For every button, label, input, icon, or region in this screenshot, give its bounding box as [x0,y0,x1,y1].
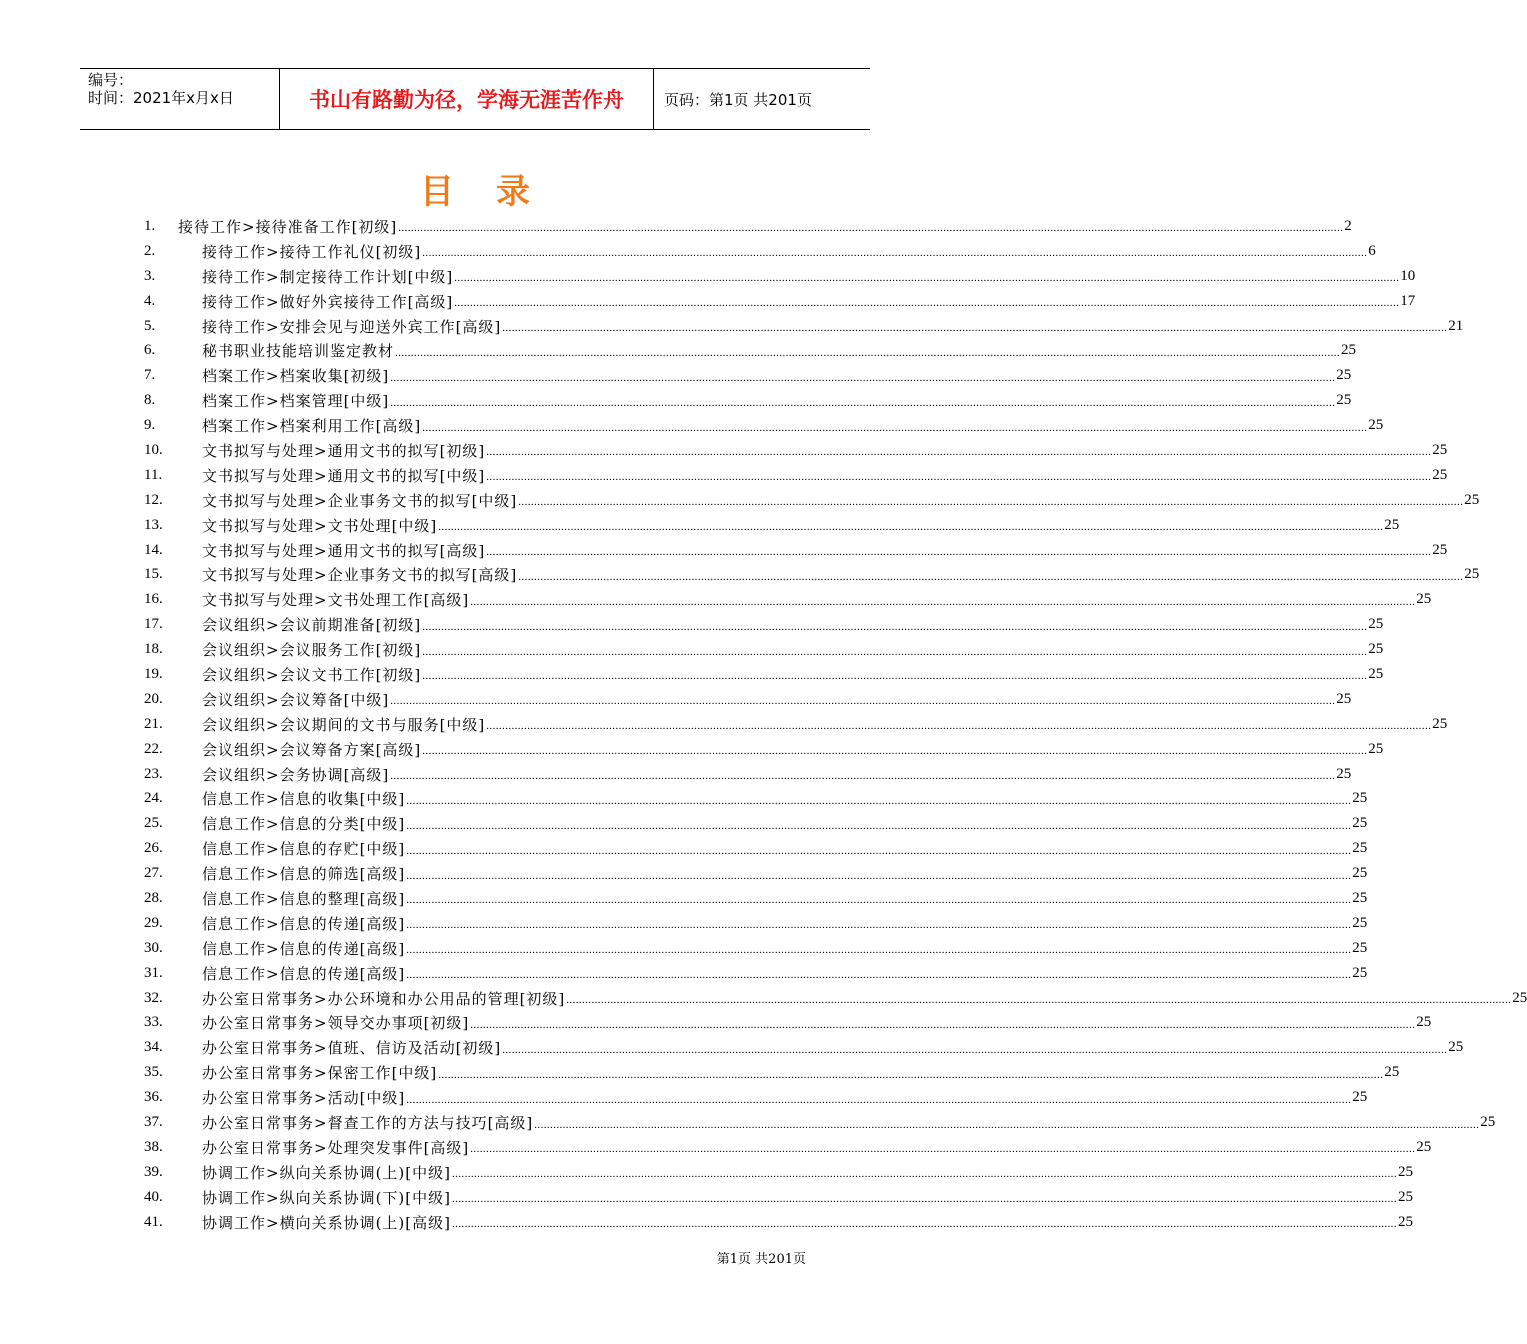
toc-entry-page: 25 [1432,441,1448,458]
toc-entry-page: 25 [1352,889,1368,906]
toc-entry-page: 21 [1448,317,1464,334]
toc-entry[interactable] [144,786,1368,811]
toc-dot-leader: ............................................................................................................................................................................................................................................................................................................ [486,546,1432,559]
toc-entry-title: 文书拟写与处理>通用文书的拟写[初级] [202,441,486,460]
toc-entry-number: 15. [144,566,163,583]
toc-entry-page: 25 [1336,765,1352,782]
toc-entry-number: 32. [144,989,163,1006]
toc-entry-title: 协调工作>横向关系协调(上)[高级] [202,1213,451,1232]
toc-dot-leader: ............................................................................................................................................................................................................................................................................................................ [566,994,1512,1007]
toc-entry-number: 25. [144,815,163,832]
toc-entry-title: 会议组织>会务协调[高级] [202,765,390,784]
toc-entry-number: 39. [144,1163,163,1180]
toc-entry-number: 21. [144,715,163,732]
toc-entry[interactable] [144,587,1432,612]
toc-entry-title: 文书拟写与处理>文书处理[中级] [202,516,438,535]
toc-dot-leader: ............................................................................................................................................................................................................................................................................................................ [451,1193,1397,1206]
toc-entry-page: 17 [1400,292,1416,309]
toc-entry-number: 6. [144,342,156,359]
toc-entry[interactable] [144,936,1368,961]
toc-dot-leader: ............................................................................................................................................................................................................................................................................................................ [486,471,1432,484]
toc-entry-number: 11. [144,466,163,483]
toc-entry-page: 10 [1400,267,1416,284]
toc-entry-number: 3. [144,267,156,284]
toc-entry[interactable] [144,1185,1413,1210]
toc-entry-title: 信息工作>信息的分类[中级] [202,815,406,834]
toc-entry-page: 25 [1368,417,1384,434]
toc-dot-leader: ............................................................................................................................................................................................................................................................................................................ [406,794,1352,807]
toc-dot-leader: ............................................................................................................................................................................................................................................................................................................ [398,222,1344,235]
toc-entry-title: 会议组织>会议服务工作[初级] [202,641,422,660]
toc-entry-page: 25 [1368,740,1384,757]
toc-entry-page: 25 [1352,939,1368,956]
toc-entry[interactable] [144,413,1384,438]
toc-entry-number: 34. [144,1039,163,1056]
toc-entry[interactable] [144,662,1384,687]
toc-entry-page: 25 [1416,591,1432,608]
toc-entry-title: 办公室日常事务>领导交办事项[初级] [202,1014,470,1033]
toc-entry-page: 25 [1352,964,1368,981]
toc-entry-number: 19. [144,665,163,682]
toc-entry-title: 办公室日常事务>办公环境和办公用品的管理[初级] [202,989,566,1008]
doc-number-label: 编号： [88,71,134,89]
toc-entry-number: 27. [144,865,163,882]
toc-entry[interactable] [144,538,1448,563]
toc-entry-title: 接待工作>安排会见与迎送外宾工作[高级] [202,317,502,336]
toc-entry-number: 38. [144,1138,163,1155]
toc-entry-page: 25 [1416,1138,1432,1155]
header-meta [80,69,280,129]
toc-entry[interactable] [144,438,1448,463]
toc-entry-title: 档案工作>档案利用工作[高级] [202,417,422,436]
page-header [80,68,870,130]
toc-dot-leader: ............................................................................................................................................................................................................................................................................................................ [451,1168,1397,1181]
date-label: 时间：2021年x月x日 [88,89,234,107]
toc-entry-page: 25 [1368,616,1384,633]
toc-entry-page: 2 [1344,217,1352,234]
toc-dot-leader: ............................................................................................................................................................................................................................................................................................................ [470,595,1416,608]
toc-entry-title: 档案工作>档案收集[初级] [202,367,390,386]
toc-entry-page: 25 [1352,914,1368,931]
toc-entry-page: 25 [1397,1163,1413,1180]
toc-dot-leader: ............................................................................................................................................................................................................................................................................................................ [406,869,1352,882]
toc-entry-title: 会议组织>会议前期准备[初级] [202,616,422,635]
toc-entry-number: 12. [144,491,163,508]
toc-entry-number: 30. [144,939,163,956]
toc-entry-title: 档案工作>档案管理[中级] [202,392,390,411]
toc-entry-page: 25 [1480,1114,1496,1130]
toc-entry-title: 信息工作>信息的传递[高级] [202,939,406,958]
toc-entry-title: 文书拟写与处理>通用文书的拟写[高级] [202,541,486,560]
toc-entry-title: 信息工作>信息的整理[高级] [202,889,406,908]
toc-entry-title: 会议组织>会议筹备[中级] [202,690,390,709]
toc-entry-number: 33. [144,1014,163,1031]
toc-dot-leader: ............................................................................................................................................................................................................................................................................................................ [406,1093,1352,1106]
toc-dot-leader: ............................................................................................................................................................................................................................................................................................................ [451,1218,1397,1231]
toc-entry[interactable] [144,687,1352,712]
toc-entry-number: 10. [144,441,163,458]
toc-entry-page: 25 [1352,840,1368,857]
toc-entry-page: 25 [1352,865,1368,882]
toc-entry[interactable] [144,811,1368,836]
toc-entry[interactable] [144,214,1352,239]
toc-entry-page: 25 [1448,1039,1464,1056]
toc-entry-page: 25 [1432,715,1448,732]
toc-entry-title: 信息工作>信息的收集[中级] [202,790,406,809]
toc-entry-title: 秘书职业技能培训鉴定教材 [202,342,395,361]
toc-entry-page: 25 [1432,541,1448,558]
toc-entry-title: 会议组织>会议筹备方案[高级] [202,740,422,759]
toc-entry[interactable] [144,911,1368,936]
toc-entry[interactable] [144,363,1352,388]
toc-entry-title: 办公室日常事务>处理突发事件[高级] [202,1138,470,1157]
toc-entry-number: 9. [144,417,156,434]
toc-entry[interactable] [144,762,1352,787]
toc-entry-number: 4. [144,292,156,309]
toc-entry[interactable] [144,1110,1496,1135]
header-page-number: 页码：第1页 共201页 [664,90,812,109]
toc-entry-number: 7. [144,367,156,384]
toc-entry[interactable] [144,289,1416,314]
toc-entry-title: 文书拟写与处理>通用文书的拟写[中级] [202,466,486,485]
toc-list [144,214,1527,1235]
toc-entry-title: 信息工作>信息的传递[高级] [202,914,406,933]
toc-entry-page: 25 [1352,1089,1368,1106]
toc-entry[interactable] [144,463,1448,488]
toc-dot-leader: ............................................................................................................................................................................................................................................................................................................ [422,247,1368,260]
toc-dot-leader: ............................................................................................................................................................................................................................................................................................................ [486,446,1432,459]
toc-dot-leader: ............................................................................................................................................................................................................................................................................................................ [454,297,1400,310]
toc-entry[interactable] [144,637,1384,662]
toc-entry-title: 协调工作>纵向关系协调(下)[中级] [202,1188,451,1207]
toc-entry[interactable] [144,239,1376,264]
toc-entry[interactable] [144,1085,1368,1110]
toc-entry-number: 22. [144,740,163,757]
toc-entry-number: 2. [144,242,156,259]
toc-dot-leader: ............................................................................................................................................................................................................................................................................................................ [502,1043,1448,1056]
toc-entry[interactable] [144,388,1352,413]
toc-dot-leader: ............................................................................................................................................................................................................................................................................................................ [438,521,1384,534]
toc-dot-leader: ............................................................................................................................................................................................................................................................................................................ [395,346,1341,359]
toc-entry[interactable] [144,264,1416,289]
toc-dot-leader: ............................................................................................................................................................................................................................................................................................................ [486,720,1432,733]
toc-entry-page: 25 [1464,566,1480,583]
toc-entry-page: 25 [1512,989,1527,1006]
toc-dot-leader: ............................................................................................................................................................................................................................................................................................................ [406,819,1352,832]
toc-entry-title: 文书拟写与处理>文书处理工作[高级] [202,591,470,610]
toc-entry[interactable] [144,314,1464,339]
toc-entry-page: 25 [1352,815,1368,832]
toc-entry[interactable] [144,562,1480,587]
toc-entry-page: 25 [1384,516,1400,533]
toc-dot-leader: ............................................................................................................................................................................................................................................................................................................ [422,670,1368,683]
toc-entry-number: 23. [144,765,163,782]
toc-entry-title: 接待工作>做好外宾接待工作[高级] [202,292,454,311]
toc-entry-title: 文书拟写与处理>企业事务文书的拟写[中级] [202,491,518,510]
toc-entry-number: 41. [144,1213,163,1230]
toc-entry-title: 信息工作>信息的筛选[高级] [202,865,406,884]
toc-entry-number: 31. [144,964,163,981]
toc-entry-number: 40. [144,1188,163,1205]
toc-entry-number: 26. [144,840,163,857]
toc-dot-leader: ............................................................................................................................................................................................................................................................................................................ [406,969,1352,982]
toc-dot-leader: ............................................................................................................................................................................................................................................................................................................ [422,745,1368,758]
toc-entry[interactable] [144,1060,1400,1085]
toc-entry-title: 接待工作>接待准备工作[初级] [178,217,398,236]
toc-entry-page: 25 [1336,392,1352,409]
toc-entry-title: 信息工作>信息的传递[高级] [202,964,406,983]
toc-entry-number: 36. [144,1089,163,1106]
toc-entry-number: 20. [144,690,163,707]
toc-entry-title: 接待工作>接待工作礼仪[初级] [202,242,422,261]
toc-entry-number: 35. [144,1064,163,1081]
toc-dot-leader: ............................................................................................................................................................................................................................................................................................................ [534,1118,1480,1131]
toc-entry-page: 25 [1336,367,1352,384]
toc-entry-title: 办公室日常事务>活动[中级] [202,1089,406,1108]
toc-entry[interactable] [144,712,1448,737]
toc-entry[interactable] [144,1210,1413,1235]
toc-entry-title: 信息工作>信息的存贮[中级] [202,840,406,859]
toc-entry-page: 25 [1384,1064,1400,1081]
toc-entry-number: 28. [144,889,163,906]
toc-dot-leader: ............................................................................................................................................................................................................................................................................................................ [390,371,1336,384]
toc-entry-number: 18. [144,641,163,658]
toc-entry-page: 25 [1336,690,1352,707]
toc-dot-leader: ............................................................................................................................................................................................................................................................................................................ [438,1068,1384,1081]
toc-entry-title: 协调工作>纵向关系协调(上)[中级] [202,1163,451,1182]
toc-entry[interactable] [144,737,1384,762]
toc-entry-page: 6 [1368,242,1376,259]
toc-entry[interactable] [144,986,1527,1011]
toc-entry-title: 会议组织>会议期间的文书与服务[中级] [202,715,486,734]
toc-entry-page: 25 [1416,1014,1432,1031]
toc-entry-number: 14. [144,541,163,558]
toc-entry-title: 会议组织>会议文书工作[初级] [202,665,422,684]
toc-entry[interactable] [144,886,1368,911]
toc-entry[interactable] [144,1135,1432,1160]
toc-entry-page: 25 [1397,1213,1413,1230]
toc-entry[interactable] [144,513,1400,538]
toc-entry-number: 17. [144,616,163,633]
toc-entry[interactable] [144,836,1368,861]
toc-dot-leader: ............................................................................................................................................................................................................................................................................................................ [470,1018,1416,1031]
toc-entry-page: 25 [1432,466,1448,483]
toc-dot-leader: ............................................................................................................................................................................................................................................................................................................ [406,844,1352,857]
toc-entry-page: 25 [1352,790,1368,807]
toc-entry[interactable] [144,861,1368,886]
toc-dot-leader: ............................................................................................................................................................................................................................................................................................................ [518,496,1464,509]
toc-dot-leader: ............................................................................................................................................................................................................................................................................................................ [518,570,1464,583]
toc-entry-page: 25 [1368,641,1384,658]
toc-dot-leader: ............................................................................................................................................................................................................................................................................................................ [390,770,1336,783]
toc-entry[interactable] [144,1160,1413,1185]
toc-entry[interactable] [144,338,1357,363]
toc-dot-leader: ............................................................................................................................................................................................................................................................................................................ [390,396,1336,409]
toc-dot-leader: ............................................................................................................................................................................................................................................................................................................ [406,894,1352,907]
toc-entry-page: 25 [1464,491,1480,508]
toc-entry-title: 接待工作>制定接待工作计划[中级] [202,267,454,286]
toc-entry-number: 1. [144,217,156,234]
toc-entry-page: 25 [1368,665,1384,682]
toc-dot-leader: ............................................................................................................................................................................................................................................................................................................ [422,620,1368,633]
toc-entry[interactable] [144,488,1480,513]
toc-entry[interactable] [144,1011,1432,1036]
toc-entry[interactable] [144,1035,1464,1060]
toc-dot-leader: ............................................................................................................................................................................................................................................................................................................ [390,695,1336,708]
toc-entry-number: 24. [144,790,163,807]
toc-entry-title: 办公室日常事务>值班、信访及活动[初级] [202,1039,502,1058]
toc-dot-leader: ............................................................................................................................................................................................................................................................................................................ [422,645,1368,658]
toc-entry-number: 5. [144,317,156,334]
toc-entry[interactable] [144,961,1368,986]
toc-dot-leader: ............................................................................................................................................................................................................................................................................................................ [422,421,1368,434]
toc-entry-title: 文书拟写与处理>企业事务文书的拟写[高级] [202,566,518,585]
toc-entry-number: 13. [144,516,163,533]
toc-entry-title: 办公室日常事务>保密工作[中级] [202,1064,438,1083]
toc-dot-leader: ............................................................................................................................................................................................................................................................................................................ [454,272,1400,285]
toc-entry-title: 办公室日常事务>督查工作的方法与技巧[高级] [202,1114,534,1132]
toc-entry[interactable] [144,612,1384,637]
toc-entry-number: 16. [144,591,163,608]
toc-entry-page: 25 [1397,1188,1413,1205]
toc-title: 目录 [420,172,572,212]
toc-entry-number: 37. [144,1114,163,1130]
toc-entry-number: 8. [144,392,156,409]
toc-dot-leader: ............................................................................................................................................................................................................................................................................................................ [406,919,1352,932]
toc-dot-leader: ............................................................................................................................................................................................................................................................................................................ [470,1143,1416,1156]
toc-entry-page: 25 [1341,342,1357,359]
page-footer: 第1页 共201页 [716,1252,806,1267]
toc-dot-leader: ............................................................................................................................................................................................................................................................................................................ [502,322,1448,334]
toc-entry-number: 29. [144,914,163,931]
toc-dot-leader: ............................................................................................................................................................................................................................................................................................................ [406,944,1352,957]
header-motto: 书山有路勤为径，学海无涯苦作舟 [280,69,654,129]
